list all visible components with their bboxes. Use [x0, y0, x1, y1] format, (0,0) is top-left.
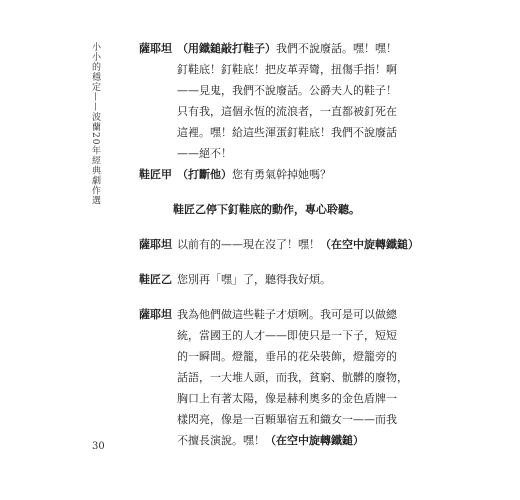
dialogue-text: 您別再「嘿」了，聽得我好煩。 — [177, 273, 331, 286]
dialogue-text: 這裡。嘿！給這些渾蛋釘鞋底！我們不說廢話 — [177, 126, 397, 139]
stage-direction: 鞋匠乙停下釘鞋底的動作，專心聆聽。 — [173, 203, 360, 216]
dialogue-text: ——見鬼，我們不說廢話。公爵夫人的鞋子！ — [177, 84, 397, 97]
dialogue-line — [177, 430, 424, 451]
speech-lines — [177, 38, 424, 164]
dialogue-line — [177, 38, 424, 59]
dialogue-line — [177, 409, 424, 430]
speaker-name: 鞋匠甲 — [139, 168, 172, 181]
dialogue-line — [177, 346, 424, 367]
speaker-name: 薩耶坦 — [139, 42, 172, 55]
speech-lines — [177, 164, 424, 185]
speaker-name: 薩耶坦 — [139, 308, 172, 321]
speech-lines — [177, 304, 424, 451]
dialogue-line — [177, 367, 424, 388]
dialogue-line — [177, 59, 424, 80]
dialogue-text: 統，當國王的人才——即使只是一下子，短短 — [177, 329, 397, 342]
dialogue-text: 樣閃亮，像是一百顆畢宿五和織女一——而我 — [177, 413, 397, 426]
dialogue-text: 我為他們做這些鞋子才煩咧。我可是可以做總 — [177, 308, 397, 321]
stage-direction-text: （用鐵鎚敲打鞋子） — [177, 42, 276, 55]
dialogue-line — [177, 325, 424, 346]
dialogue-text: 不擅長演說。嘿！ — [177, 434, 265, 447]
speech-lines — [177, 269, 424, 290]
dialogue-text: 胸口上有著太陽，像是赫利奧多的金色盾牌一 — [177, 392, 397, 405]
dialogue-text: 只有我，這個永恆的流浪者，一直都被釘死在 — [177, 105, 397, 118]
page-number: 30 — [92, 441, 105, 452]
dialogue-line — [177, 269, 424, 290]
dialogue-text: 的一瞬間。燈籠，垂吊的花朵裝飾，燈籠旁的 — [177, 350, 397, 363]
dialogue-text: 我們不說廢話。嘿！嘿！ — [276, 42, 397, 55]
stage-direction-text: （打斷他） — [177, 168, 232, 181]
dialogue-text: 釘鞋底！釘鞋底！把皮革弄彎，扭傷手指！啊 — [177, 63, 397, 76]
dialogue-text: 您有勇氣幹掉她嗎？ — [232, 168, 331, 181]
dialogue-text: 話語，一大堆人頭，而我，貧窮、骯髒的廢物， — [177, 371, 408, 384]
side-title: 小小的穩定——波蘭20年經典劇作選 — [90, 42, 100, 206]
dialogue-line — [177, 164, 424, 185]
dialogue-line — [177, 101, 424, 122]
dialogue-line — [177, 388, 424, 409]
speaker-name: 鞋匠乙 — [139, 273, 172, 286]
speaker-name: 薩耶坦 — [139, 238, 172, 251]
dialogue-text: 以前有的——現在沒了！嘿！ — [177, 238, 320, 251]
dialogue-line — [177, 80, 424, 101]
stage-direction-text: （在空中旋轉鐵鎚） — [320, 238, 419, 251]
stage-direction-text: （在空中旋轉鐵鎚） — [265, 434, 364, 447]
dialogue-line — [177, 234, 424, 255]
dialogue-text: ——絕不！ — [177, 147, 232, 160]
dialogue-line — [177, 304, 424, 325]
dialogue-line — [177, 143, 424, 164]
dialogue-line — [177, 122, 424, 143]
speech-lines — [177, 234, 424, 255]
